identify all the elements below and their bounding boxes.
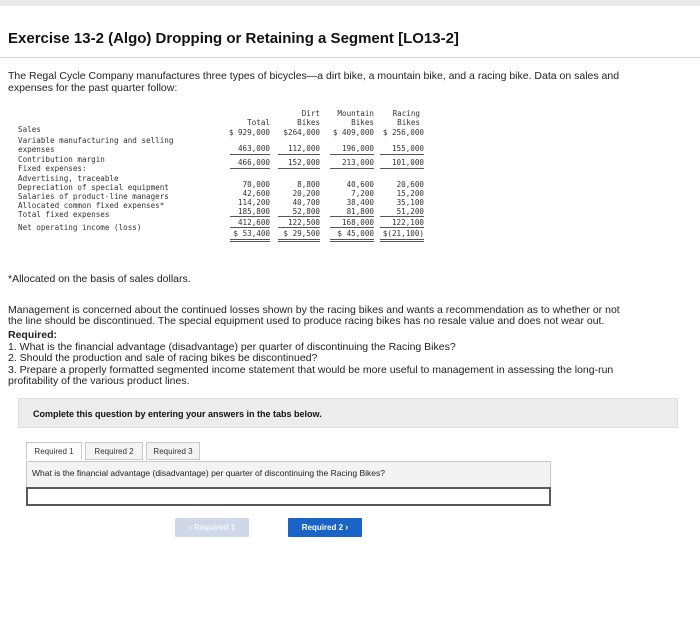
cell-tfe-dirt: 122,500 bbox=[287, 218, 320, 227]
cell-sal-dirt: 40,700 bbox=[292, 198, 320, 207]
cell-dep-dirt: 20,200 bbox=[292, 189, 320, 198]
header-total: Total bbox=[247, 118, 270, 127]
required-item-3: 3. Prepare a properly formatted segmented income statement that would be more useful to management in assessing the long-run profitability of the various product lines. bbox=[8, 363, 614, 387]
row-label-contribution: Contribution margin bbox=[18, 155, 105, 164]
instruction-text: Complete this question by entering your answers in the tabs below. bbox=[33, 409, 322, 419]
header-racing-2: Bikes bbox=[397, 118, 420, 127]
cell-sales-mountain: $ 409,000 bbox=[332, 128, 374, 137]
page-title: Exercise 13-2 (Algo) Dropping or Retaining a Segment [LO13-2] bbox=[8, 30, 459, 47]
cell-dep-mountain: 7,200 bbox=[351, 189, 374, 198]
instruction-banner bbox=[18, 398, 678, 428]
chevron-left-icon: ‹ bbox=[188, 522, 192, 532]
cell-adv-dirt: 8,800 bbox=[297, 180, 320, 189]
underline bbox=[230, 216, 270, 217]
row-label-allocated: Allocated common fixed expenses* bbox=[18, 201, 165, 210]
underline bbox=[230, 154, 270, 155]
cell-sal-racing: 35,100 bbox=[396, 198, 424, 207]
row-label-noi: Net operating income (loss) bbox=[18, 223, 142, 232]
underline bbox=[278, 154, 320, 155]
row-label-fixed: Fixed expenses: bbox=[18, 164, 87, 173]
underline bbox=[330, 168, 374, 169]
cell-cm-racing: 101,000 bbox=[391, 158, 424, 167]
cell-dep-total: 42,600 bbox=[242, 189, 270, 198]
footnote: *Allocated on the basis of sales dollars. bbox=[8, 273, 191, 285]
cell-cm-total: 466,000 bbox=[237, 158, 270, 167]
cell-tfe-mountain: 168,000 bbox=[341, 218, 374, 227]
answer-input[interactable] bbox=[26, 487, 551, 506]
cell-cm-mountain: 213,000 bbox=[341, 158, 374, 167]
question-text: What is the financial advantage (disadvantage) per quarter of discontinuing the Racing Bikes? bbox=[32, 468, 385, 478]
underline bbox=[380, 154, 424, 155]
cell-sales-total: $ 929,000 bbox=[228, 128, 270, 137]
double-underline bbox=[278, 239, 320, 242]
header-dirt-2: Bikes bbox=[297, 118, 320, 127]
cell-var-racing: 155,000 bbox=[391, 144, 424, 153]
row-label-depreciation: Depreciation of special equipment bbox=[18, 183, 169, 192]
row-label-total-fixed: Total fixed expenses bbox=[18, 210, 110, 219]
cell-noi-total: $ 53,400 bbox=[233, 229, 270, 238]
cell-alloc-dirt: 52,800 bbox=[292, 207, 320, 216]
row-label-sales: Sales bbox=[18, 125, 41, 134]
underline bbox=[278, 216, 320, 217]
double-underline bbox=[230, 239, 270, 242]
cell-sales-dirt: $264,000 bbox=[283, 128, 320, 137]
header-mountain-1: Mountain bbox=[337, 109, 374, 118]
header-racing-1: Racing bbox=[392, 109, 420, 118]
cell-tfe-total: 412,600 bbox=[237, 218, 270, 227]
cell-alloc-mountain: 81,800 bbox=[346, 207, 374, 216]
underline bbox=[380, 216, 424, 217]
cell-alloc-total: 185,800 bbox=[237, 207, 270, 216]
cell-noi-mountain: $ 45,000 bbox=[337, 229, 374, 238]
row-label-advertising: Advertising, traceable bbox=[18, 174, 119, 183]
cell-cm-dirt: 152,000 bbox=[287, 158, 320, 167]
required-item-1: 1. What is the financial advantage (disadvantage) per quarter of discontinuing the Racing Bikes? bbox=[8, 340, 456, 353]
cell-dep-racing: 15,200 bbox=[396, 189, 424, 198]
underline bbox=[330, 227, 374, 228]
prev-button-label: Required 1 bbox=[193, 523, 236, 532]
header-dirt-1: Dirt bbox=[301, 109, 320, 118]
financial-table bbox=[18, 108, 433, 255]
next-button[interactable] bbox=[288, 518, 362, 537]
cell-adv-mountain: 40,600 bbox=[346, 180, 374, 189]
tab-required-3[interactable]: Required 3 bbox=[146, 442, 200, 460]
cell-alloc-racing: 51,200 bbox=[396, 207, 424, 216]
chevron-right-icon: › bbox=[345, 522, 349, 532]
cell-sales-racing: $ 256,000 bbox=[382, 128, 424, 137]
row-label-salaries: Salaries of product-line managers bbox=[18, 192, 169, 201]
tab-required-2[interactable]: Required 2 bbox=[85, 442, 143, 460]
prev-button[interactable] bbox=[175, 518, 249, 537]
underline bbox=[230, 227, 270, 228]
underline bbox=[278, 168, 320, 169]
row-label-variable: Variable manufacturing and selling bbox=[18, 136, 174, 145]
tab-required-1[interactable]: Required 1 bbox=[26, 442, 82, 460]
underline bbox=[278, 227, 320, 228]
cell-var-dirt: 112,000 bbox=[287, 144, 320, 153]
cell-tfe-racing: 122,100 bbox=[391, 218, 424, 227]
divider bbox=[0, 57, 700, 58]
double-underline bbox=[380, 239, 424, 242]
required-heading: Required: bbox=[8, 329, 58, 341]
underline bbox=[330, 216, 374, 217]
underline bbox=[380, 227, 424, 228]
double-underline bbox=[330, 239, 374, 242]
row-label-expenses: expenses bbox=[18, 145, 55, 154]
cell-sal-total: 114,200 bbox=[237, 198, 270, 207]
underline bbox=[330, 154, 374, 155]
next-button-label: Required 2 bbox=[301, 523, 344, 532]
underline bbox=[230, 168, 270, 169]
required-section bbox=[8, 330, 648, 388]
underline bbox=[380, 168, 424, 169]
top-bar bbox=[0, 0, 700, 6]
management-text: Management is concerned about the continued losses shown by the racing bikes and wants a recommendation as to whether or not the line should be discontinued. The special equipment used to produce racing bikes has no resale value and does not wear out. bbox=[8, 304, 620, 327]
cell-adv-racing: 20,600 bbox=[396, 180, 424, 189]
cell-var-total: 463,000 bbox=[237, 144, 270, 153]
intro-text: The Regal Cycle Company manufactures three types of bicycles—a dirt bike, a mountain bike, and a racing bike. Data on sales and expenses for the past quarter follow: bbox=[8, 70, 620, 94]
cell-adv-total: 70,000 bbox=[242, 180, 270, 189]
required-item-2: 2. Should the production and sale of racing bikes be discontinued? bbox=[8, 352, 318, 364]
cell-noi-dirt: $ 29,500 bbox=[283, 229, 320, 238]
header-mountain-2: Bikes bbox=[351, 118, 374, 127]
cell-var-mountain: 196,000 bbox=[341, 144, 374, 153]
cell-noi-racing: $(21,100) bbox=[382, 229, 424, 238]
cell-sal-mountain: 38,400 bbox=[346, 198, 374, 207]
